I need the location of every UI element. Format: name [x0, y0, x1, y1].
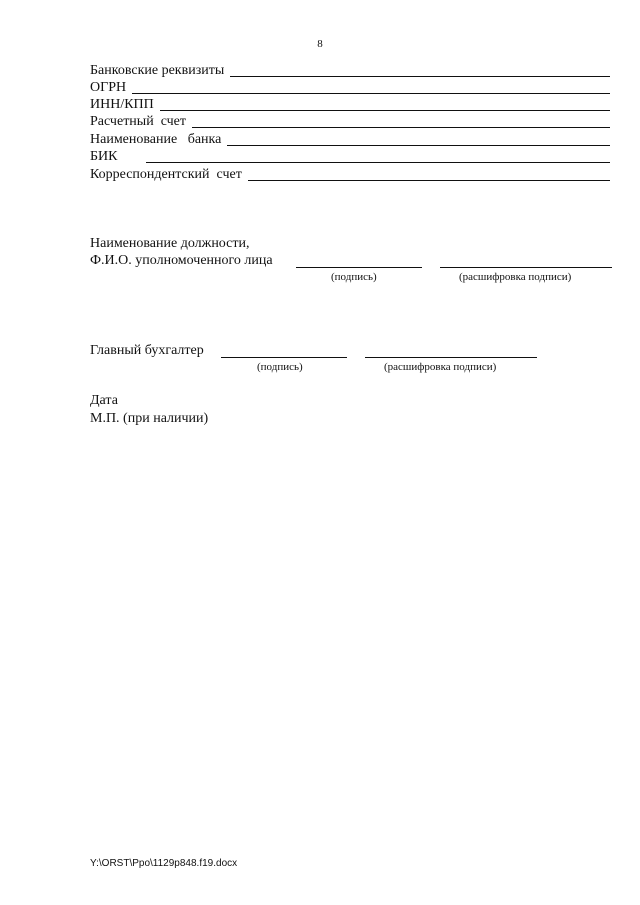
bik-row	[90, 148, 610, 165]
bank-name-row	[90, 131, 610, 148]
accountant-decode-caption: (расшифровка подписи)	[384, 361, 497, 373]
position-title-label: Наименование должности,	[90, 236, 250, 251]
ogrn-label: ОГРН	[90, 80, 127, 95]
bank-details-input-line[interactable]	[230, 62, 610, 77]
settlement-account-input-line[interactable]	[192, 113, 610, 128]
settlement-account-label: Расчетный счет	[90, 114, 187, 129]
bank-name-input-line[interactable]	[227, 131, 610, 146]
bank-details-label: Банковские реквизиты	[90, 63, 225, 78]
stamp-label: М.П. (при наличии)	[90, 411, 209, 426]
correspondent-account-row	[90, 166, 610, 183]
authorized-signature-caption: (подпись)	[331, 271, 377, 283]
correspondent-account-input-line[interactable]	[248, 166, 610, 181]
bik-input-line[interactable]	[146, 148, 611, 163]
authorized-signature-line[interactable]	[296, 267, 422, 268]
correspondent-account-label: Корреспондентский счет	[90, 167, 242, 182]
chief-accountant-label: Главный бухгалтер	[90, 343, 204, 358]
settlement-account-row	[90, 113, 610, 130]
authorized-decode-line[interactable]	[440, 267, 612, 268]
bank-details-row	[90, 62, 610, 79]
inn-kpp-row	[90, 96, 610, 113]
ogrn-row	[90, 79, 610, 96]
bik-label: БИК	[90, 149, 118, 164]
inn-kpp-input-line[interactable]	[160, 96, 610, 111]
document-path-footer: Y:\ORST\Ppo\1129p848.f19.docx	[90, 858, 238, 869]
accountant-signature-caption: (подпись)	[257, 361, 303, 373]
accountant-signature-line[interactable]	[221, 357, 347, 358]
authorized-decode-caption: (расшифровка подписи)	[459, 271, 572, 283]
ogrn-input-line[interactable]	[132, 79, 610, 94]
date-label: Дата	[90, 393, 118, 408]
bank-name-label: Наименование банка	[90, 132, 222, 147]
authorized-person-label: Ф.И.О. уполномоченного лица	[90, 253, 273, 268]
accountant-decode-line[interactable]	[365, 357, 537, 358]
inn-kpp-label: ИНН/КПП	[90, 97, 154, 112]
page-number: 8	[317, 38, 323, 50]
